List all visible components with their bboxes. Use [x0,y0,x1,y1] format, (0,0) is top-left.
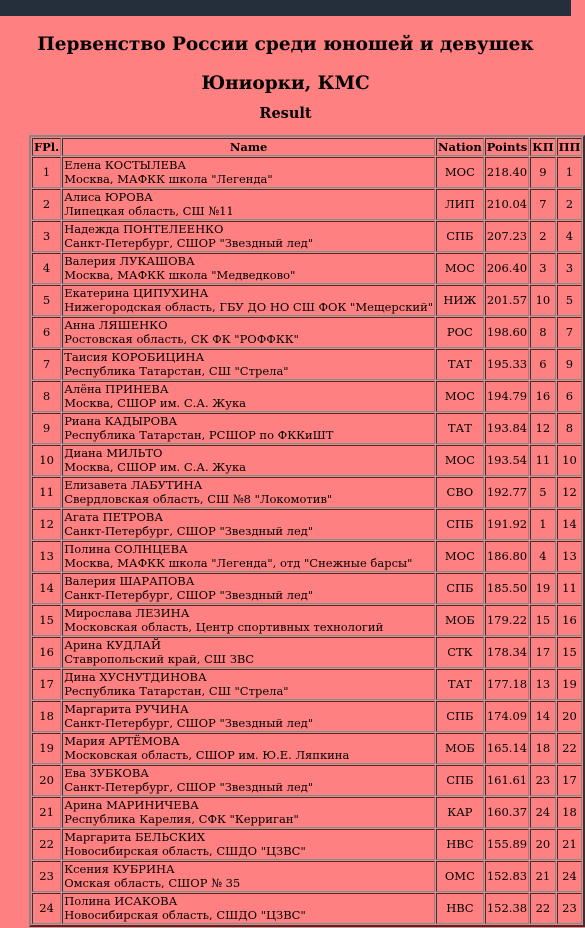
points-cell: 185.50 [485,573,530,604]
place-cell: 2 [32,189,61,220]
pp-cell: 21 [557,829,583,860]
points-cell: 207.23 [485,221,530,252]
skater-club: Санкт-Петербург, СШОР "Звездный лед" [64,587,314,602]
table-row [32,445,582,476]
points-cell: 160.37 [485,797,530,828]
pp-cell: 12 [557,477,583,508]
skater-name: Алёна ПРИНЕВА [64,382,169,396]
pp-cell: 19 [557,669,583,700]
pp-cell: 11 [557,573,583,604]
place-cell: 11 [32,477,61,508]
points-cell: 192.77 [485,477,530,508]
place-cell: 22 [32,829,61,860]
name-cell [62,605,435,636]
column-header-points: Points [486,140,528,154]
nation-cell: МОС [436,381,484,412]
skater-club: Москва, МАФКК школа "Легенда", отд "Снежные барсы" [64,555,413,570]
table-row [32,797,582,828]
name-cell [62,349,435,380]
nation-cell: МОС [436,541,484,572]
name-cell [62,541,435,572]
skater-name: Екатерина ЦИПУХИНА [64,286,209,300]
place-cell: 4 [32,253,61,284]
skater-name: Арина МАРИНИЧЕВА [64,798,199,812]
pp-cell: 5 [557,285,583,316]
place-cell: 1 [32,157,61,188]
points-cell: 178.34 [485,637,530,668]
nation-cell: ЛИП [436,189,484,220]
place-cell: 7 [32,349,61,380]
name-cell [62,317,435,348]
place-cell: 15 [32,605,61,636]
pp-cell: 10 [557,445,583,476]
place-cell: 14 [32,573,61,604]
name-cell [62,253,435,284]
skater-name: Агата ПЕТРОВА [64,510,164,524]
skater-name: Арина КУДЛАЙ [64,638,161,652]
place-cell: 21 [32,797,61,828]
skater-club: Республика Татарстан, СШ "Стрела" [64,363,289,378]
skater-club: Липецкая область, СШ №11 [64,203,234,218]
skater-club: Санкт-Петербург, СШОР "Звездный лед" [64,715,314,730]
skater-club: Ростовская область, СК ФК "РОФФКК" [64,331,299,346]
skater-name: Мария АРТЁМОВА [64,734,180,748]
category-title: Юниорки, КМС [201,73,370,94]
nation-cell: ТАТ [436,669,484,700]
place-cell: 24 [32,893,61,924]
table-row [32,861,582,892]
nation-cell: МОС [436,445,484,476]
column-header-fpl: FPl. [34,140,60,154]
skater-name: Ксения КУБРИНА [64,862,175,876]
points-cell: 206.40 [485,253,530,284]
nation-cell: СПБ [436,221,484,252]
skater-name: Риана КАДЫРОВА [64,414,178,428]
name-cell [62,893,435,924]
pp-cell: 9 [557,349,583,380]
pp-cell: 18 [557,797,583,828]
name-cell [62,637,435,668]
table-row [32,637,582,668]
pp-cell: 7 [557,317,583,348]
table-header-row [32,138,582,156]
kp-cell: 17 [530,637,555,668]
table-row [32,349,582,380]
kp-cell: 7 [530,189,555,220]
section-title: Result [259,105,312,122]
nation-cell: СПБ [436,765,484,796]
top-bar [0,0,571,16]
name-cell [62,477,435,508]
kp-cell: 9 [530,157,555,188]
pp-cell: 23 [557,893,583,924]
kp-cell: 16 [530,381,555,412]
points-cell: 152.38 [485,893,530,924]
pp-cell: 14 [557,509,583,540]
nation-cell: ТАТ [436,349,484,380]
skater-club: Москва, МАФКК школа "Легенда" [64,171,273,186]
name-cell [62,509,435,540]
nation-cell: МОБ [436,605,484,636]
table-row [32,413,582,444]
kp-cell: 11 [530,445,555,476]
table-row [32,317,582,348]
nation-cell: СПБ [436,573,484,604]
points-cell: 201.57 [485,285,530,316]
nation-cell: НВС [436,829,484,860]
skater-name: Мирослава ЛЕЗИНА [64,606,190,620]
kp-cell: 19 [530,573,555,604]
place-cell: 20 [32,765,61,796]
nation-cell: КАР [436,797,484,828]
skater-name: Елизавета ЛАБУТИНА [64,478,203,492]
pp-cell: 20 [557,701,583,732]
skater-name: Дина ХУСНУТДИНОВА [64,670,207,684]
place-cell: 18 [32,701,61,732]
skater-club: Новосибирская область, СШДО "ЦЗВС" [64,843,306,858]
skater-club: Москва, СШОР им. С.А. Жука [64,395,247,410]
table-row [32,893,582,924]
kp-cell: 10 [530,285,555,316]
kp-cell: 13 [530,669,555,700]
name-cell [62,797,435,828]
kp-cell: 5 [530,477,555,508]
points-cell: 174.09 [485,701,530,732]
name-cell [62,669,435,700]
page-title: Первенство России среди юношей и девушек [37,34,534,55]
skater-club: Республика Карелия, СФК "Керриган" [64,811,299,826]
table-row [32,189,582,220]
points-cell: 161.61 [485,765,530,796]
kp-cell: 24 [530,797,555,828]
pp-cell: 22 [557,733,583,764]
table-row [32,541,582,572]
table-row [32,765,582,796]
nation-cell: СВО [436,477,484,508]
table-row [32,733,582,764]
points-cell: 195.33 [485,349,530,380]
skater-club: Новосибирская область, СШДО "ЦЗВС" [64,907,306,922]
nation-cell: МОБ [436,733,484,764]
kp-cell: 22 [530,893,555,924]
table-row [32,253,582,284]
nation-cell: РОС [436,317,484,348]
place-cell: 19 [32,733,61,764]
name-cell [62,189,435,220]
nation-cell: НИЖ [436,285,484,316]
skater-name: Алиса ЮРОВА [64,190,153,204]
skater-club: Ставропольский край, СШ ЗВС [64,651,255,666]
points-cell: 155.89 [485,829,530,860]
skater-club: Санкт-Петербург, СШОР "Звездный лед" [64,779,314,794]
table-row [32,669,582,700]
place-cell: 16 [32,637,61,668]
pp-cell: 2 [557,189,583,220]
name-cell [62,445,435,476]
name-cell [62,381,435,412]
points-cell: 193.84 [485,413,530,444]
pp-cell: 3 [557,253,583,284]
points-cell: 165.14 [485,733,530,764]
points-cell: 177.18 [485,669,530,700]
kp-cell: 18 [530,733,555,764]
name-cell [62,157,435,188]
kp-cell: 3 [530,253,555,284]
pp-cell: 8 [557,413,583,444]
points-cell: 218.40 [485,157,530,188]
place-cell: 9 [32,413,61,444]
pp-cell: 24 [557,861,583,892]
nation-cell: МОС [436,253,484,284]
skater-name: Полина ИСАКОВА [64,894,178,908]
column-header-kp: КП [532,140,554,154]
skater-name: Валерия ШАРАПОВА [64,574,195,588]
points-cell: 152.83 [485,861,530,892]
nation-cell: ТАТ [436,413,484,444]
skater-club: Республика Татарстан, РСШОР по ФККиШТ [64,427,334,442]
kp-cell: 21 [530,861,555,892]
skater-name: Валерия ЛУКАШОВА [64,254,195,268]
place-cell: 23 [32,861,61,892]
kp-cell: 1 [530,509,555,540]
kp-cell: 12 [530,413,555,444]
pp-cell: 16 [557,605,583,636]
skater-club: Московская область, Центр спортивных технологий [64,619,384,634]
name-cell [62,733,435,764]
pp-cell: 15 [557,637,583,668]
table-row [32,157,582,188]
table-row [32,285,582,316]
points-cell: 191.92 [485,509,530,540]
skater-name: Диана МИЛЬТО [64,446,163,460]
table-row [32,605,582,636]
table-row [32,701,582,732]
points-cell: 194.79 [485,381,530,412]
points-cell: 179.22 [485,605,530,636]
nation-cell: СПБ [436,701,484,732]
kp-cell: 23 [530,765,555,796]
place-cell: 17 [32,669,61,700]
pp-cell: 17 [557,765,583,796]
skater-club: Москва, СШОР им. С.А. Жука [64,459,247,474]
name-cell [62,285,435,316]
skater-name: Полина СОЛНЦЕВА [64,542,188,556]
kp-cell: 15 [530,605,555,636]
skater-club: Республика Татарстан, СШ "Стрела" [64,683,289,698]
table-row [32,829,582,860]
place-cell: 12 [32,509,61,540]
nation-cell: МОС [436,157,484,188]
skater-name: Маргарита РУЧИНА [64,702,189,716]
place-cell: 8 [32,381,61,412]
nation-cell: ОМС [436,861,484,892]
points-cell: 186.80 [485,541,530,572]
name-cell [62,573,435,604]
place-cell: 6 [32,317,61,348]
skater-name: Ева ЗУБКОВА [64,766,149,780]
kp-cell: 4 [530,541,555,572]
column-header-nation: Nation [438,140,482,154]
table-row [32,221,582,252]
kp-cell: 20 [530,829,555,860]
table-row [32,477,582,508]
skater-name: Таисия КОРОБИЦИНА [64,350,205,364]
skater-name: Елена КОСТЫЛЕВА [64,158,187,172]
nation-cell: СПБ [436,509,484,540]
skater-club: Свердловская область, СШ №8 "Локомотив" [64,491,333,506]
table-row [32,509,582,540]
place-cell: 5 [32,285,61,316]
results-body [32,157,582,924]
name-cell [62,701,435,732]
skater-club: Нижегородская область, ГБУ ДО НО СШ ФОК "Мещерский" [64,299,434,314]
kp-cell: 2 [530,221,555,252]
skater-name: Анна ЛЯШЕНКО [64,318,168,332]
pp-cell: 13 [557,541,583,572]
nation-cell: НВС [436,893,484,924]
kp-cell: 14 [530,701,555,732]
skater-club: Санкт-Петербург, СШОР "Звездный лед" [64,235,314,250]
name-cell [62,413,435,444]
kp-cell: 8 [530,317,555,348]
place-cell: 10 [32,445,61,476]
name-cell [62,765,435,796]
column-header-pp: ПП [558,140,581,154]
points-cell: 210.04 [485,189,530,220]
nation-cell: СТК [436,637,484,668]
name-cell [62,861,435,892]
results-table [29,135,585,927]
skater-club: Санкт-Петербург, СШОР "Звездный лед" [64,523,314,538]
name-cell [62,221,435,252]
table-row [32,381,582,412]
pp-cell: 1 [557,157,583,188]
points-cell: 193.54 [485,445,530,476]
pp-cell: 4 [557,221,583,252]
kp-cell: 6 [530,349,555,380]
points-cell: 198.60 [485,317,530,348]
name-cell [62,829,435,860]
column-header-name: Name [62,138,435,156]
place-cell: 13 [32,541,61,572]
skater-club: Московская область, СШОР им. Ю.Е. Ляпкина [64,747,350,762]
skater-name: Надежда ПОНТЕЛЕЕНКО [64,222,224,236]
place-cell: 3 [32,221,61,252]
skater-name: Маргарита БЕЛЬСКИХ [64,830,206,844]
skater-club: Москва, МАФКК школа "Медведково" [64,267,296,282]
skater-club: Омская область, СШОР № 35 [64,875,241,890]
pp-cell: 6 [557,381,583,412]
table-row [32,573,582,604]
